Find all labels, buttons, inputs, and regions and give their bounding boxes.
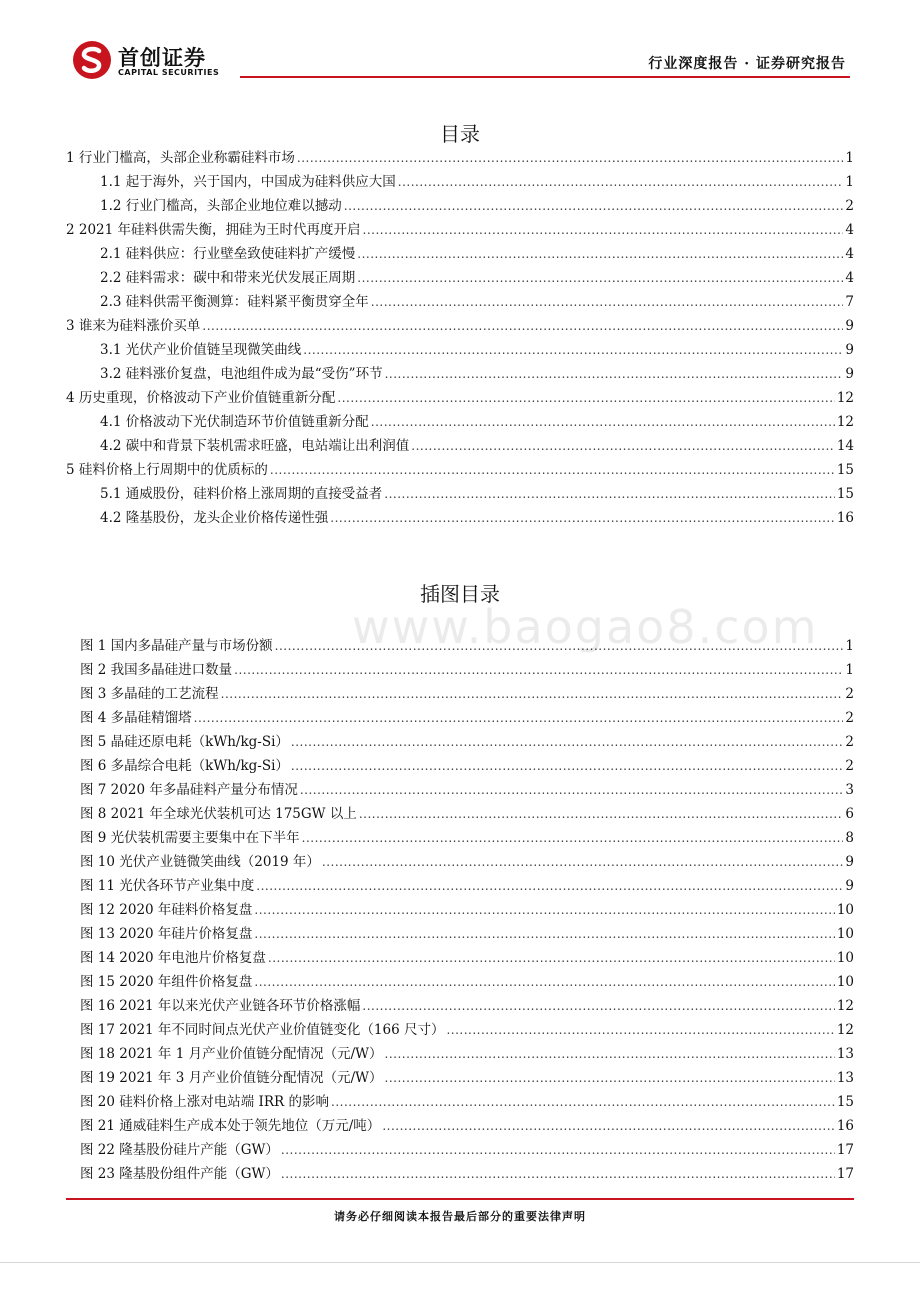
toc-entry[interactable] — [66, 458, 854, 481]
toc-entry-title: 2.2 硅料需求：碳中和带来光伏发展正周期 — [100, 270, 356, 286]
figure-entry[interactable] — [80, 1114, 854, 1137]
figure-entry-title: 图 22 隆基股份硅片产能（GW） — [80, 1142, 279, 1158]
toc-title: 目录 — [440, 122, 480, 146]
dot-leader — [331, 1095, 835, 1109]
toc-entry-title: 4.2 隆基股份，龙头企业价格传递性强 — [100, 510, 329, 526]
toc-entry-title: 4.1 价格波动下光伏制造环节价值链重新分配 — [100, 414, 369, 430]
figure-entry-page: 10 — [836, 974, 854, 990]
dot-leader — [382, 1119, 835, 1133]
dot-leader — [344, 199, 844, 213]
figure-entry-title: 图 19 2021 年 3 月产业价值链分配情况（元/W） — [80, 1070, 383, 1086]
toc-entry-page: 1 — [845, 174, 854, 190]
toc-entry-title: 3 谁来为硅料涨价买单 — [66, 318, 201, 334]
figure-entry-page: 2 — [845, 758, 854, 774]
toc-entry[interactable] — [66, 146, 854, 169]
dot-leader — [303, 343, 843, 357]
dot-leader — [221, 687, 844, 701]
toc-entry[interactable] — [100, 362, 854, 385]
figure-entry[interactable] — [80, 754, 854, 777]
toc-entry-page: 15 — [836, 486, 854, 502]
toc-entry[interactable] — [100, 338, 854, 361]
toc-entry-title: 5 硅料价格上行周期中的优质标的 — [66, 462, 268, 478]
figure-entry-title: 图 7 2020 年多晶硅料产量分布情况 — [80, 782, 298, 798]
dot-leader — [270, 463, 835, 477]
figure-entry-page: 2 — [845, 686, 854, 702]
figure-entry[interactable] — [80, 970, 854, 993]
dot-leader — [291, 759, 843, 773]
dot-leader — [300, 783, 844, 797]
figure-entry-page: 15 — [836, 1094, 854, 1110]
dot-leader — [371, 295, 844, 309]
dot-leader — [385, 367, 844, 381]
figure-entry-page: 1 — [845, 662, 854, 678]
toc-entry-page: 4 — [845, 222, 854, 238]
figure-entry-page: 12 — [836, 998, 854, 1014]
toc-entry-title: 3.2 硅料涨价复盘，电池组件成为最“受伤”环节 — [100, 366, 383, 382]
dot-leader — [256, 879, 843, 893]
figure-entry-title: 图 1 国内多晶硅产量与市场份额 — [80, 638, 273, 654]
dot-leader — [275, 639, 844, 653]
dot-leader — [254, 927, 834, 941]
brand-name-en: CAPITAL SECURITIES — [118, 68, 220, 77]
toc-entry[interactable] — [100, 266, 854, 289]
footer-divider — [66, 1198, 854, 1200]
figure-entry-page: 3 — [845, 782, 854, 798]
toc-entry[interactable] — [100, 170, 854, 193]
capital-securities-logo-icon — [72, 40, 112, 80]
figure-entry-page: 10 — [836, 926, 854, 942]
figure-entry-title: 图 17 2021 年不同时间点光伏产业价值链变化（166 尺寸） — [80, 1022, 445, 1038]
toc-entry[interactable] — [100, 290, 854, 313]
header-divider — [240, 76, 850, 78]
figure-entry-title: 图 5 晶硅还原电耗（kWh/kg-Si） — [80, 734, 289, 750]
toc-entry-page: 9 — [845, 318, 854, 334]
figure-entry-page: 9 — [845, 854, 854, 870]
figure-entry[interactable] — [80, 1138, 854, 1161]
dot-leader — [357, 247, 843, 261]
figure-entry-page: 8 — [845, 830, 854, 846]
figure-entry-title: 图 3 多晶硅的工艺流程 — [80, 686, 219, 702]
figure-entry[interactable] — [80, 778, 854, 801]
dot-leader — [362, 999, 834, 1013]
figure-entry[interactable] — [80, 634, 854, 657]
legal-notice: 请务必仔细阅读本报告最后部分的重要法律声明 — [334, 1210, 586, 1223]
toc-entry-page: 14 — [836, 438, 854, 454]
dot-leader — [302, 831, 844, 845]
figure-entry-page: 10 — [836, 902, 854, 918]
toc-entry-title: 4 历史重现，价格波动下产业价值链重新分配 — [66, 390, 336, 406]
toc-entry-title: 3.1 光伏产业价值链呈现微笑曲线 — [100, 342, 302, 358]
toc-entry-title: 1.1 起于海外，兴于国内，中国成为硅料供应大国 — [100, 174, 396, 190]
figure-entry[interactable] — [80, 802, 854, 825]
toc-entry-page: 7 — [845, 294, 854, 310]
figure-entry-title: 图 11 光伏各环节产业集中度 — [80, 878, 255, 894]
figure-entry[interactable] — [80, 994, 854, 1017]
dot-leader — [337, 391, 834, 405]
figure-entry-page: 6 — [845, 806, 854, 822]
toc-entry[interactable] — [66, 314, 854, 337]
toc-entry-title: 4.2 碳中和背景下装机需求旺盛，电站端让出利润值 — [100, 438, 410, 454]
brand-name-cn: 首创证券 — [118, 46, 206, 70]
figure-entry[interactable] — [80, 874, 854, 897]
dot-leader — [281, 1143, 835, 1157]
figure-entry[interactable] — [80, 658, 854, 681]
figure-entry-title: 图 12 2020 年硅料价格复盘 — [80, 902, 253, 918]
toc-entry-page: 4 — [845, 270, 854, 286]
figure-entry[interactable] — [80, 898, 854, 921]
figure-entry-page: 1 — [845, 638, 854, 654]
figure-entry-title: 图 14 2020 年电池片价格复盘 — [80, 950, 266, 966]
page-bottom-line — [0, 1262, 920, 1263]
figure-entry-title: 图 23 隆基股份组件产能（GW） — [80, 1166, 279, 1182]
figure-entry[interactable] — [80, 730, 854, 753]
toc-entry-page: 1 — [845, 150, 854, 166]
figure-entry[interactable] — [80, 1042, 854, 1065]
figure-entry[interactable] — [80, 706, 854, 729]
dot-leader — [357, 271, 843, 285]
figure-entry-title: 图 21 通威硅料生产成本处于领先地位（万元/吨） — [80, 1118, 381, 1134]
brand-logo — [72, 40, 242, 84]
toc-entry[interactable] — [66, 386, 854, 409]
page-header — [0, 0, 920, 90]
figure-entry-title: 图 2 我国多晶硅进口数量 — [80, 662, 233, 678]
toc-entry-page: 9 — [845, 342, 854, 358]
dot-leader — [291, 735, 843, 749]
toc-entry-page: 4 — [845, 246, 854, 262]
dot-leader — [359, 807, 844, 821]
dot-leader — [322, 855, 843, 869]
toc-entry[interactable] — [100, 434, 854, 457]
toc-entry-page: 9 — [845, 366, 854, 382]
dot-leader — [363, 223, 844, 237]
figure-entry[interactable] — [80, 1066, 854, 1089]
figure-entry-page: 2 — [845, 710, 854, 726]
dot-leader — [411, 439, 835, 453]
figure-entry-title: 图 10 光伏产业链微笑曲线（2019 年） — [80, 854, 320, 870]
figure-entry-title: 图 6 多晶综合电耗（kWh/kg-Si） — [80, 758, 289, 774]
dot-leader — [371, 415, 835, 429]
figure-entry-title: 图 20 硅料价格上涨对电站端 IRR 的影响 — [80, 1094, 330, 1110]
figure-entry[interactable] — [80, 1018, 854, 1041]
figure-entry-page: 17 — [836, 1142, 854, 1158]
toc-entry-title: 5.1 通威股份，硅料价格上涨周期的直接受益者 — [100, 486, 383, 502]
dot-leader — [268, 951, 835, 965]
toc-entry-title: 1 行业门槛高，头部企业称霸硅料市场 — [66, 150, 295, 166]
figure-entry[interactable] — [80, 682, 854, 705]
toc-entry-title: 2.3 硅料供需平衡测算：硅料紧平衡贯穿全年 — [100, 294, 369, 310]
figure-entry-page: 10 — [836, 950, 854, 966]
dot-leader — [202, 319, 843, 333]
figure-entry[interactable] — [80, 1162, 854, 1185]
toc-entry-title: 1.2 行业门槛高，头部企业地位难以撼动 — [100, 198, 342, 214]
dot-leader — [384, 487, 835, 501]
figure-entry[interactable] — [80, 826, 854, 849]
figure-list-title: 插图目录 — [420, 582, 500, 606]
toc-entry[interactable] — [100, 194, 854, 217]
figure-entry-page: 9 — [845, 878, 854, 894]
toc-entry[interactable] — [100, 242, 854, 265]
toc-entry-title: 2 2021 年硅料供需失衡，拥硅为王时代再度开启 — [66, 222, 361, 238]
dot-leader — [254, 903, 834, 917]
toc-entry-page: 12 — [836, 414, 854, 430]
figure-entry-page: 12 — [836, 1022, 854, 1038]
toc-entry[interactable] — [100, 410, 854, 433]
figure-entry[interactable] — [80, 1090, 854, 1113]
dot-leader — [297, 151, 844, 165]
dot-leader — [281, 1167, 835, 1181]
dot-leader — [254, 975, 834, 989]
figure-entry-title: 图 16 2021 年以来光伏产业链各环节价格涨幅 — [80, 998, 361, 1014]
figure-entry-title: 图 8 2021 年全球光伏装机可达 175GW 以上 — [80, 806, 357, 822]
figure-entry-title: 图 13 2020 年硅片价格复盘 — [80, 926, 253, 942]
toc-entry[interactable] — [66, 218, 854, 241]
dot-leader — [234, 663, 843, 677]
figure-entry-title: 图 4 多晶硅精馏塔 — [80, 710, 192, 726]
figure-entry-page: 13 — [836, 1070, 854, 1086]
figure-entry-page: 17 — [836, 1166, 854, 1182]
toc-entry-page: 2 — [845, 198, 854, 214]
dot-leader — [330, 511, 835, 525]
figure-entry[interactable] — [80, 922, 854, 945]
toc-entry-title: 2.1 硅料供应：行业壁垒致使硅料扩产缓慢 — [100, 246, 356, 262]
dot-leader — [385, 1047, 835, 1061]
figure-entry-title: 图 18 2021 年 1 月产业价值链分配情况（元/W） — [80, 1046, 383, 1062]
figure-entry-page: 2 — [845, 734, 854, 750]
figure-entry-title: 图 15 2020 年组件价格复盘 — [80, 974, 253, 990]
dot-leader — [385, 1071, 835, 1085]
report-type: 行业深度报告 · 证券研究报告 — [648, 56, 846, 72]
toc-entry-page: 16 — [836, 510, 854, 526]
watermark: www.baogao8.com — [352, 600, 819, 654]
figure-entry-page: 13 — [836, 1046, 854, 1062]
dot-leader — [194, 711, 844, 725]
figure-entry-page: 16 — [836, 1118, 854, 1134]
toc-entry-page: 12 — [836, 390, 854, 406]
figure-entry[interactable] — [80, 946, 854, 969]
toc-entry-page: 15 — [836, 462, 854, 478]
figure-entry-title: 图 9 光伏装机需要主要集中在下半年 — [80, 830, 300, 846]
figure-entry[interactable] — [80, 850, 854, 873]
dot-leader — [398, 175, 844, 189]
toc-entry[interactable] — [100, 482, 854, 505]
toc-entry[interactable] — [100, 506, 854, 529]
dot-leader — [446, 1023, 834, 1037]
